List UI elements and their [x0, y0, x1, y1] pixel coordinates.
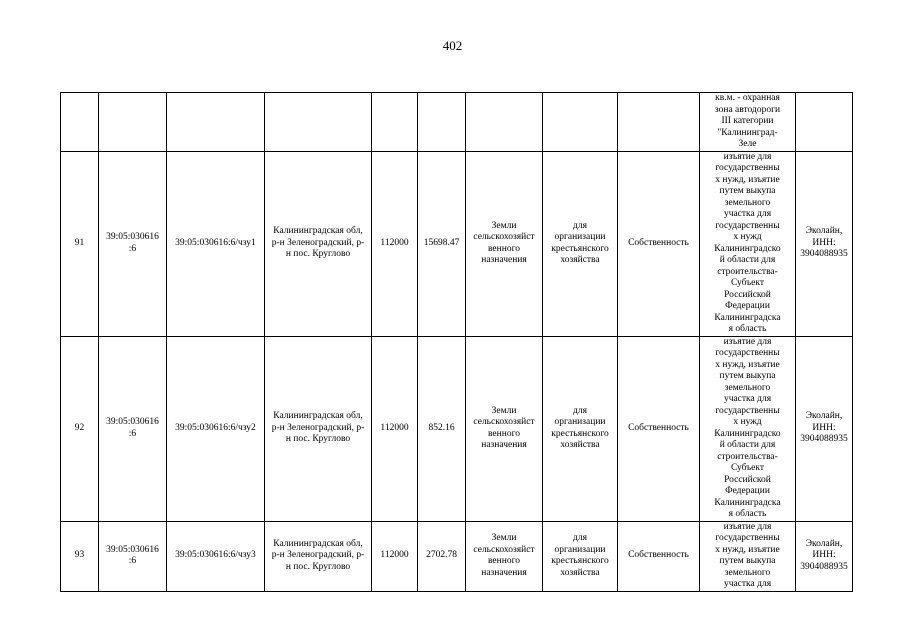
cell-parcel-number: 39:05:030616:6/чзу1 [167, 151, 265, 336]
cell-empty [796, 93, 853, 152]
table-row [61, 151, 853, 336]
table-row [61, 521, 853, 591]
cell-permitted-use: для организации крестьянского хозяйства [543, 336, 618, 521]
cell-number: 92 [61, 336, 99, 521]
cell-land-category: Земли сельскохозяйст венного назначения [466, 521, 543, 591]
cell-empty [265, 93, 372, 152]
cell-parcel-number: 39:05:030616:6/чзу3 [167, 521, 265, 591]
cell-note: изъятие для государственны х нужд, изъятие путем выкупа земельного участка для [700, 521, 796, 591]
cell-note: изъятие для государственны х нужд, изъятие путем выкупа земельного участка для государственны х нужд Калининградско й области для строительства- Субъект Российской Федерации Калининградска я область [700, 336, 796, 521]
cell-permitted-use: для организации крестьянского хозяйства [543, 151, 618, 336]
cell-owner: Эколайн, ИНН: 3904088935 [796, 336, 853, 521]
cell-empty [61, 93, 99, 152]
cell-note: изъятие для государственны х нужд, изъятие путем выкупа земельного участка для государственны х нужд Калининградско й области для строительства- Субъект Российской Федерации Калининградска я область [700, 151, 796, 336]
cell-land-category: Земли сельскохозяйст венного назначения [466, 151, 543, 336]
cell-area: 15698.47 [418, 151, 466, 336]
cell-number: 93 [61, 521, 99, 591]
page-number: 402 [442, 38, 463, 53]
cell-cadastral-number: 39:05:030616 :6 [99, 336, 167, 521]
cell-code: 112000 [372, 151, 418, 336]
cell-land-category: Земли сельскохозяйст венного назначения [466, 336, 543, 521]
cell-area: 2702.78 [418, 521, 466, 591]
cell-address: Калининградская обл, р-н Зеленоградский, р- н пос. Круглово [265, 336, 372, 521]
cell-empty [543, 93, 618, 152]
table-row-continuation [61, 93, 853, 152]
cell-cadastral-number: 39:05:030616 :6 [99, 151, 167, 336]
cell-address: Калининградская обл, р-н Зеленоградский, р- н пос. Круглово [265, 151, 372, 336]
cell-number: 91 [61, 151, 99, 336]
cell-area: 852.16 [418, 336, 466, 521]
cell-owner: Эколайн, ИНН: 3904088935 [796, 151, 853, 336]
cell-cadastral-number: 39:05:030616 :6 [99, 521, 167, 591]
cell-empty [167, 93, 265, 152]
cell-empty [418, 93, 466, 152]
cell-owner: Эколайн, ИНН: 3904088935 [796, 521, 853, 591]
cell-address: Калининградская обл, р-н Зеленоградский, р- н пос. Круглово [265, 521, 372, 591]
cell-right-type: Собственность [618, 521, 700, 591]
table-row [61, 336, 853, 521]
cell-code: 112000 [372, 336, 418, 521]
cell-empty [99, 93, 167, 152]
cell-right-type: Собственность [618, 336, 700, 521]
cell-empty [372, 93, 418, 152]
cell-empty [618, 93, 700, 152]
cell-empty [466, 93, 543, 152]
cell-permitted-use: для организации крестьянского хозяйства [543, 521, 618, 591]
cell-note: кв.м. - охранная зона автодороги III категории "Калининград- Зеле [700, 93, 796, 152]
cell-code: 112000 [372, 521, 418, 591]
cell-right-type: Собственность [618, 151, 700, 336]
cell-parcel-number: 39:05:030616:6/чзу2 [167, 336, 265, 521]
land-registry-table [60, 92, 853, 592]
